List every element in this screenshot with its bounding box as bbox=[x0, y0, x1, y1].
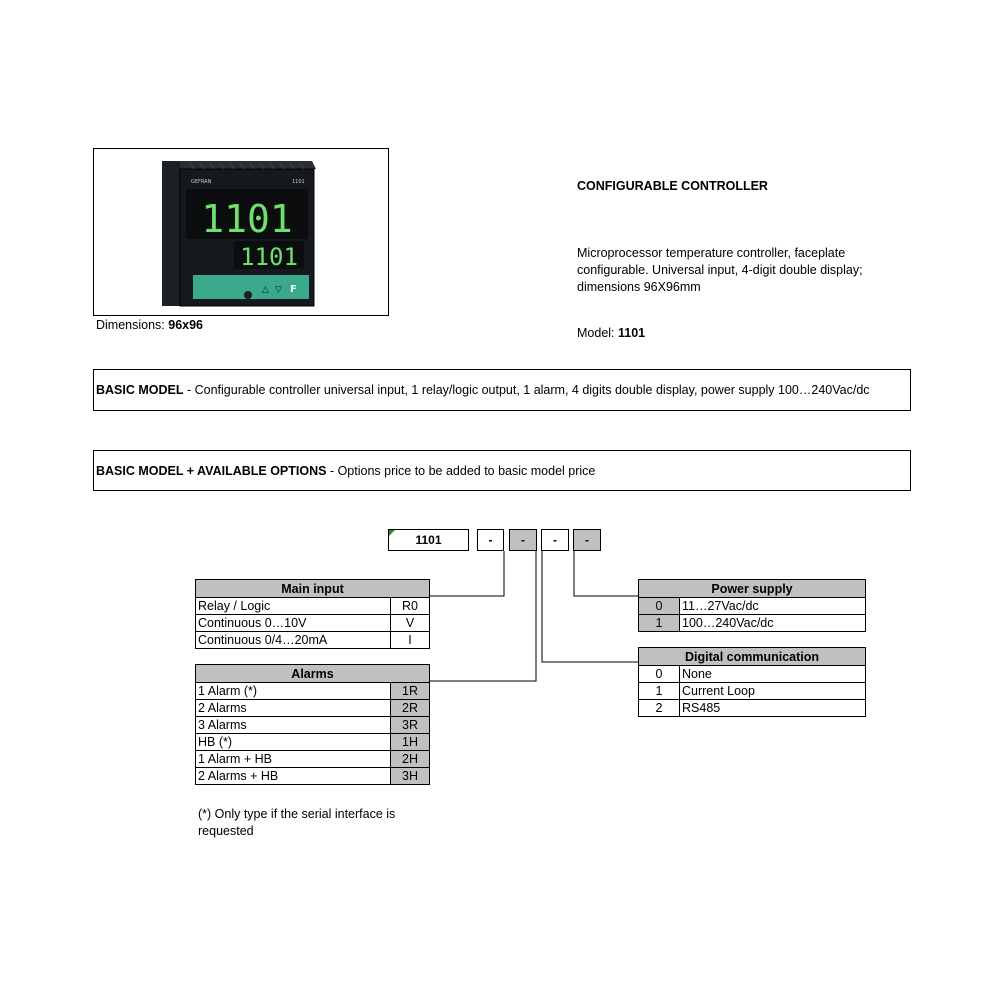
dimensions-prefix: Dimensions: bbox=[96, 318, 169, 332]
down-key-icon: ▽ bbox=[275, 285, 282, 295]
digital-comm-table bbox=[638, 647, 866, 717]
code-slot-value: - bbox=[585, 533, 589, 547]
table-row bbox=[196, 632, 430, 649]
up-key-icon: △ bbox=[262, 285, 269, 295]
table-row bbox=[639, 598, 866, 615]
code-main-value: 1101 bbox=[415, 533, 442, 547]
option-code: V bbox=[391, 615, 430, 632]
option-code: 1 bbox=[639, 615, 680, 632]
option-label: Continuous 0…10V bbox=[196, 615, 391, 632]
option-label: Relay / Logic bbox=[196, 598, 391, 615]
basic-model-box bbox=[93, 369, 911, 411]
option-label: Current Loop bbox=[680, 683, 866, 700]
option-label: RS485 bbox=[680, 700, 866, 717]
code-slot-value: - bbox=[553, 533, 557, 547]
power-supply-table bbox=[638, 579, 866, 632]
option-label: Continuous 0/4…20mA bbox=[196, 632, 391, 649]
option-code: 1 bbox=[639, 683, 680, 700]
model-value: 1101 bbox=[618, 326, 646, 340]
options-box bbox=[93, 450, 911, 491]
table-row bbox=[196, 683, 430, 700]
code-main-box bbox=[388, 529, 469, 551]
option-label: 3 Alarms bbox=[196, 717, 391, 734]
code-slot-digital-comm bbox=[541, 529, 569, 551]
corner-marker bbox=[389, 530, 395, 536]
main-input-title: Main input bbox=[196, 580, 430, 598]
basic-model-text: - Configurable controller universal input, 1 relay/logic output, 1 alarm, 4 digits double display, power supply 100…240Vac/dc bbox=[183, 383, 870, 397]
dimensions-value: 96x96 bbox=[168, 318, 204, 332]
option-label: 100…240Vac/dc bbox=[680, 615, 866, 632]
power-supply-title: Power supply bbox=[639, 580, 866, 598]
main-input-table bbox=[195, 579, 430, 649]
option-code: 2 bbox=[639, 700, 680, 717]
table-row bbox=[196, 768, 430, 785]
option-label: None bbox=[680, 666, 866, 683]
option-code: 3R bbox=[391, 717, 430, 734]
dimensions-caption bbox=[96, 318, 203, 332]
option-label: 11…27Vac/dc bbox=[680, 598, 866, 615]
product-model bbox=[577, 326, 645, 340]
option-code: 0 bbox=[639, 666, 680, 683]
product-description: Microprocessor temperature controller, faceplate configurable. Universal input, 4-digit double display; dimensions 96X96mm bbox=[577, 246, 863, 294]
option-label: HB (*) bbox=[196, 734, 391, 751]
table-row bbox=[196, 700, 430, 717]
product-image-frame bbox=[93, 148, 389, 316]
table-row bbox=[639, 666, 866, 683]
option-code: 0 bbox=[639, 598, 680, 615]
option-code: 2R bbox=[391, 700, 430, 717]
option-label: 2 Alarms bbox=[196, 700, 391, 717]
option-code: 2H bbox=[391, 751, 430, 768]
option-code: 1R bbox=[391, 683, 430, 700]
table-row bbox=[196, 598, 430, 615]
code-slot-alarms bbox=[509, 529, 537, 551]
table-row bbox=[196, 734, 430, 751]
option-label: 1 Alarm (*) bbox=[196, 683, 391, 700]
product-title: CONFIGURABLE CONTROLLER bbox=[577, 179, 768, 193]
code-slot-value: - bbox=[488, 533, 493, 547]
alarms-table bbox=[195, 664, 430, 785]
options-label: BASIC MODEL + AVAILABLE OPTIONS bbox=[96, 463, 327, 478]
controller-photo bbox=[94, 149, 388, 315]
brand-label: GEFRAN bbox=[191, 179, 212, 185]
option-code: 1H bbox=[391, 734, 430, 751]
f-key-label: F bbox=[290, 284, 297, 295]
table-row bbox=[639, 615, 866, 632]
display-bottom-digits: 1101 bbox=[240, 243, 298, 271]
option-label: 2 Alarms + HB bbox=[196, 768, 391, 785]
option-code: 3H bbox=[391, 768, 430, 785]
display-top-digits: 1101 bbox=[201, 197, 293, 241]
table-row bbox=[196, 751, 430, 768]
code-slot-power-supply bbox=[573, 529, 601, 551]
option-code: I bbox=[391, 632, 430, 649]
table-row bbox=[639, 683, 866, 700]
code-slot-value: - bbox=[521, 533, 525, 547]
model-prefix: Model: bbox=[577, 326, 618, 340]
digital-comm-title: Digital communication bbox=[639, 648, 866, 666]
options-text: - Options price to be added to basic model price bbox=[326, 463, 596, 478]
model-tag: 1101 bbox=[292, 179, 305, 185]
table-row bbox=[196, 717, 430, 734]
footnote: (*) Only type if the serial interface is requested bbox=[198, 807, 396, 838]
table-row bbox=[196, 615, 430, 632]
alarms-title: Alarms bbox=[196, 665, 430, 683]
option-code: R0 bbox=[391, 598, 430, 615]
basic-model-label: BASIC MODEL bbox=[96, 383, 184, 397]
code-slot-main-input bbox=[477, 529, 504, 551]
option-label: 1 Alarm + HB bbox=[196, 751, 391, 768]
table-row bbox=[639, 700, 866, 717]
